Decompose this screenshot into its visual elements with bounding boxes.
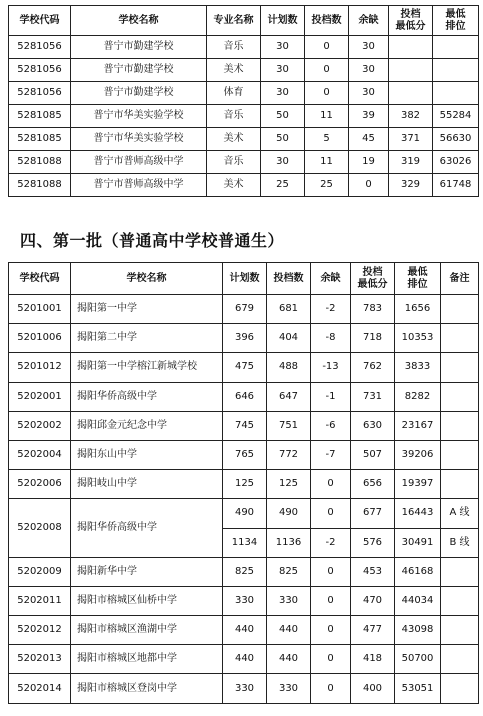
col-header: 最低 排位 <box>395 263 441 295</box>
col-header: 专业名称 <box>207 6 261 36</box>
note-cell <box>441 674 479 703</box>
note-cell <box>441 586 479 615</box>
school-name: 揭阳第二中学 <box>71 324 223 353</box>
table-cell: 56630 <box>433 128 479 151</box>
note-cell <box>441 557 479 586</box>
table-cell: 488 <box>267 353 311 382</box>
table-cell: 330 <box>223 586 267 615</box>
table-header-row <box>9 263 479 295</box>
table-cell: 453 <box>351 557 395 586</box>
note-cell <box>441 411 479 440</box>
table-cell: 490 <box>267 499 311 528</box>
table-cell <box>433 36 479 59</box>
table-cell: 679 <box>223 295 267 324</box>
table-cell: 30491 <box>395 528 441 557</box>
table-row <box>9 645 479 674</box>
school-name: 普宁市勤建学校 <box>71 82 207 105</box>
school-name: 揭阳市榕城区地都中学 <box>71 645 223 674</box>
table-cell: 440 <box>223 616 267 645</box>
school-code: 5201012 <box>9 353 71 382</box>
table-cell: 329 <box>389 174 433 197</box>
col-header: 投档数 <box>305 6 349 36</box>
school-code: 5281088 <box>9 174 71 197</box>
school-name: 普宁市普师高级中学 <box>71 151 207 174</box>
col-header: 学校代码 <box>9 263 71 295</box>
table-cell: 440 <box>267 616 311 645</box>
col-header: 投档 最低分 <box>389 6 433 36</box>
table-cell: 美术 <box>207 174 261 197</box>
school-code: 5201006 <box>9 324 71 353</box>
table-cell: 44034 <box>395 586 441 615</box>
table-row <box>9 674 479 703</box>
table-cell: -13 <box>311 353 351 382</box>
note-cell <box>441 382 479 411</box>
school-code: 5281056 <box>9 36 71 59</box>
table-cell: 63026 <box>433 151 479 174</box>
school-name: 揭阳华侨高级中学 <box>71 382 223 411</box>
school-code: 5281085 <box>9 105 71 128</box>
table-cell: 30 <box>349 59 389 82</box>
school-code: 5202014 <box>9 674 71 703</box>
table-cell: 470 <box>351 586 395 615</box>
col-header: 计划数 <box>261 6 305 36</box>
table-cell: -6 <box>311 411 351 440</box>
table-cell: 404 <box>267 324 311 353</box>
table-cell: 677 <box>351 499 395 528</box>
table-body <box>9 36 479 197</box>
note-cell: A 线 <box>441 499 479 528</box>
admission-table-general <box>8 262 479 704</box>
table-cell: 382 <box>389 105 433 128</box>
table-cell: 1134 <box>223 528 267 557</box>
table-cell: 440 <box>223 645 267 674</box>
table-cell: 319 <box>389 151 433 174</box>
col-header: 投档数 <box>267 263 311 295</box>
table-row <box>9 499 479 528</box>
table-cell: 55284 <box>433 105 479 128</box>
table-cell: 音乐 <box>207 151 261 174</box>
table-cell: 400 <box>351 674 395 703</box>
school-code: 5202012 <box>9 616 71 645</box>
table-cell: 音乐 <box>207 36 261 59</box>
table-cell: 125 <box>223 470 267 499</box>
table-cell: 10353 <box>395 324 441 353</box>
col-header: 备注 <box>441 263 479 295</box>
table-cell: 396 <box>223 324 267 353</box>
table-cell: 825 <box>223 557 267 586</box>
school-code: 5202004 <box>9 440 71 469</box>
table-cell: 19397 <box>395 470 441 499</box>
school-name: 揭阳市榕城区登岗中学 <box>71 674 223 703</box>
table-cell: 783 <box>351 295 395 324</box>
table-row <box>9 295 479 324</box>
table-cell: 30 <box>261 36 305 59</box>
table-cell: 0 <box>305 82 349 105</box>
school-name: 普宁市普师高级中学 <box>71 174 207 197</box>
school-code: 5281088 <box>9 151 71 174</box>
table-cell: 507 <box>351 440 395 469</box>
admission-table-art <box>8 5 479 197</box>
table-cell: 音乐 <box>207 105 261 128</box>
table-cell: 5 <box>305 128 349 151</box>
table-cell: 19 <box>349 151 389 174</box>
table-cell: 330 <box>267 674 311 703</box>
table-cell: 43098 <box>395 616 441 645</box>
table-cell: 765 <box>223 440 267 469</box>
table-cell: 0 <box>311 586 351 615</box>
table-cell: 美术 <box>207 128 261 151</box>
school-code: 5202001 <box>9 382 71 411</box>
table-cell: 30 <box>261 59 305 82</box>
table-cell: 330 <box>223 674 267 703</box>
col-header: 学校名称 <box>71 6 207 36</box>
table-cell: -2 <box>311 295 351 324</box>
table-row <box>9 586 479 615</box>
table-cell: 576 <box>351 528 395 557</box>
note-cell: B 线 <box>441 528 479 557</box>
section-heading: 四、第一批（普通高中学校普通生） <box>20 231 285 250</box>
table-header-row <box>9 6 479 36</box>
school-name: 普宁市勤建学校 <box>71 59 207 82</box>
table-cell: 0 <box>305 59 349 82</box>
table-cell: 656 <box>351 470 395 499</box>
school-name: 揭阳第一中学榕江新城学校 <box>71 353 223 382</box>
table-row <box>9 36 479 59</box>
col-header: 余缺 <box>349 6 389 36</box>
table-cell: 30 <box>261 151 305 174</box>
table-row <box>9 440 479 469</box>
table-cell: 45 <box>349 128 389 151</box>
school-code: 5202009 <box>9 557 71 586</box>
table-cell <box>389 59 433 82</box>
table-cell: 681 <box>267 295 311 324</box>
note-cell <box>441 645 479 674</box>
col-header: 余缺 <box>311 263 351 295</box>
table-cell: 50 <box>261 105 305 128</box>
school-code: 5202008 <box>9 499 71 557</box>
table-row <box>9 105 479 128</box>
table-row <box>9 151 479 174</box>
note-cell <box>441 440 479 469</box>
note-cell <box>441 353 479 382</box>
table-row <box>9 174 479 197</box>
table-cell: 50 <box>261 128 305 151</box>
col-header: 投档 最低分 <box>351 263 395 295</box>
table-cell: 745 <box>223 411 267 440</box>
table-row <box>9 324 479 353</box>
table-body <box>9 295 479 704</box>
table-cell: -8 <box>311 324 351 353</box>
table-cell: 46168 <box>395 557 441 586</box>
table-cell: 1136 <box>267 528 311 557</box>
table-cell: 25 <box>261 174 305 197</box>
table-cell: 8282 <box>395 382 441 411</box>
table-cell: 16443 <box>395 499 441 528</box>
table-cell: 772 <box>267 440 311 469</box>
school-code: 5281056 <box>9 59 71 82</box>
table-cell: 0 <box>311 499 351 528</box>
table-cell: 3833 <box>395 353 441 382</box>
table-cell: 0 <box>311 645 351 674</box>
table-row <box>9 353 479 382</box>
school-name: 揭阳市榕城区渔湖中学 <box>71 616 223 645</box>
table-cell: 美术 <box>207 59 261 82</box>
table-cell: -7 <box>311 440 351 469</box>
table-cell: 23167 <box>395 411 441 440</box>
school-code: 5281056 <box>9 82 71 105</box>
school-code: 5202002 <box>9 411 71 440</box>
school-code: 5202011 <box>9 586 71 615</box>
table-cell: 825 <box>267 557 311 586</box>
school-name: 普宁市华美实验学校 <box>71 105 207 128</box>
table-cell: 0 <box>311 470 351 499</box>
table-cell: 11 <box>305 151 349 174</box>
table-cell: 125 <box>267 470 311 499</box>
table-cell: 718 <box>351 324 395 353</box>
note-cell <box>441 324 479 353</box>
table-row <box>9 411 479 440</box>
table-cell: 30 <box>349 82 389 105</box>
table-cell: 11 <box>305 105 349 128</box>
note-cell <box>441 295 479 324</box>
col-header: 学校名称 <box>71 263 223 295</box>
table-cell: 418 <box>351 645 395 674</box>
school-code: 5281085 <box>9 128 71 151</box>
note-cell <box>441 470 479 499</box>
table-cell <box>433 59 479 82</box>
table-cell: 630 <box>351 411 395 440</box>
table-row <box>9 82 479 105</box>
school-name: 揭阳邱金元纪念中学 <box>71 411 223 440</box>
table-cell: 0 <box>311 557 351 586</box>
table-cell: 30 <box>261 82 305 105</box>
table-cell: 30 <box>349 36 389 59</box>
table-cell: 475 <box>223 353 267 382</box>
table-cell: 440 <box>267 645 311 674</box>
table-cell: 731 <box>351 382 395 411</box>
table-cell: 330 <box>267 586 311 615</box>
table-cell: 39206 <box>395 440 441 469</box>
table-cell: -1 <box>311 382 351 411</box>
table-row <box>9 128 479 151</box>
school-name: 揭阳第一中学 <box>71 295 223 324</box>
table-cell: 50700 <box>395 645 441 674</box>
table-cell: 1656 <box>395 295 441 324</box>
col-header: 最低 排位 <box>433 6 479 36</box>
school-code: 5201001 <box>9 295 71 324</box>
table-cell <box>389 36 433 59</box>
school-code: 5202006 <box>9 470 71 499</box>
school-name: 揭阳华侨高级中学 <box>71 499 223 557</box>
table-cell: 0 <box>311 674 351 703</box>
table-row <box>9 616 479 645</box>
table-cell: 体育 <box>207 82 261 105</box>
table-cell: 0 <box>305 36 349 59</box>
school-name: 揭阳市榕城区仙桥中学 <box>71 586 223 615</box>
table-cell: 25 <box>305 174 349 197</box>
school-name: 普宁市勤建学校 <box>71 36 207 59</box>
table-row <box>9 59 479 82</box>
school-name: 揭阳岐山中学 <box>71 470 223 499</box>
table-cell: 646 <box>223 382 267 411</box>
table-row <box>9 557 479 586</box>
table-cell: 61748 <box>433 174 479 197</box>
col-header: 计划数 <box>223 263 267 295</box>
note-cell <box>441 616 479 645</box>
school-name: 普宁市华美实验学校 <box>71 128 207 151</box>
table-cell: 490 <box>223 499 267 528</box>
table-cell: 647 <box>267 382 311 411</box>
table-cell: 762 <box>351 353 395 382</box>
table-cell: 371 <box>389 128 433 151</box>
table-cell <box>433 82 479 105</box>
table-cell: 0 <box>349 174 389 197</box>
table-cell: 39 <box>349 105 389 128</box>
table-cell: 477 <box>351 616 395 645</box>
table-cell <box>389 82 433 105</box>
school-name: 揭阳新华中学 <box>71 557 223 586</box>
table-row <box>9 470 479 499</box>
table-cell: 0 <box>311 616 351 645</box>
table-cell: -2 <box>311 528 351 557</box>
school-code: 5202013 <box>9 645 71 674</box>
school-name: 揭阳东山中学 <box>71 440 223 469</box>
table-cell: 751 <box>267 411 311 440</box>
col-header: 学校代码 <box>9 6 71 36</box>
table-cell: 53051 <box>395 674 441 703</box>
table-row <box>9 382 479 411</box>
